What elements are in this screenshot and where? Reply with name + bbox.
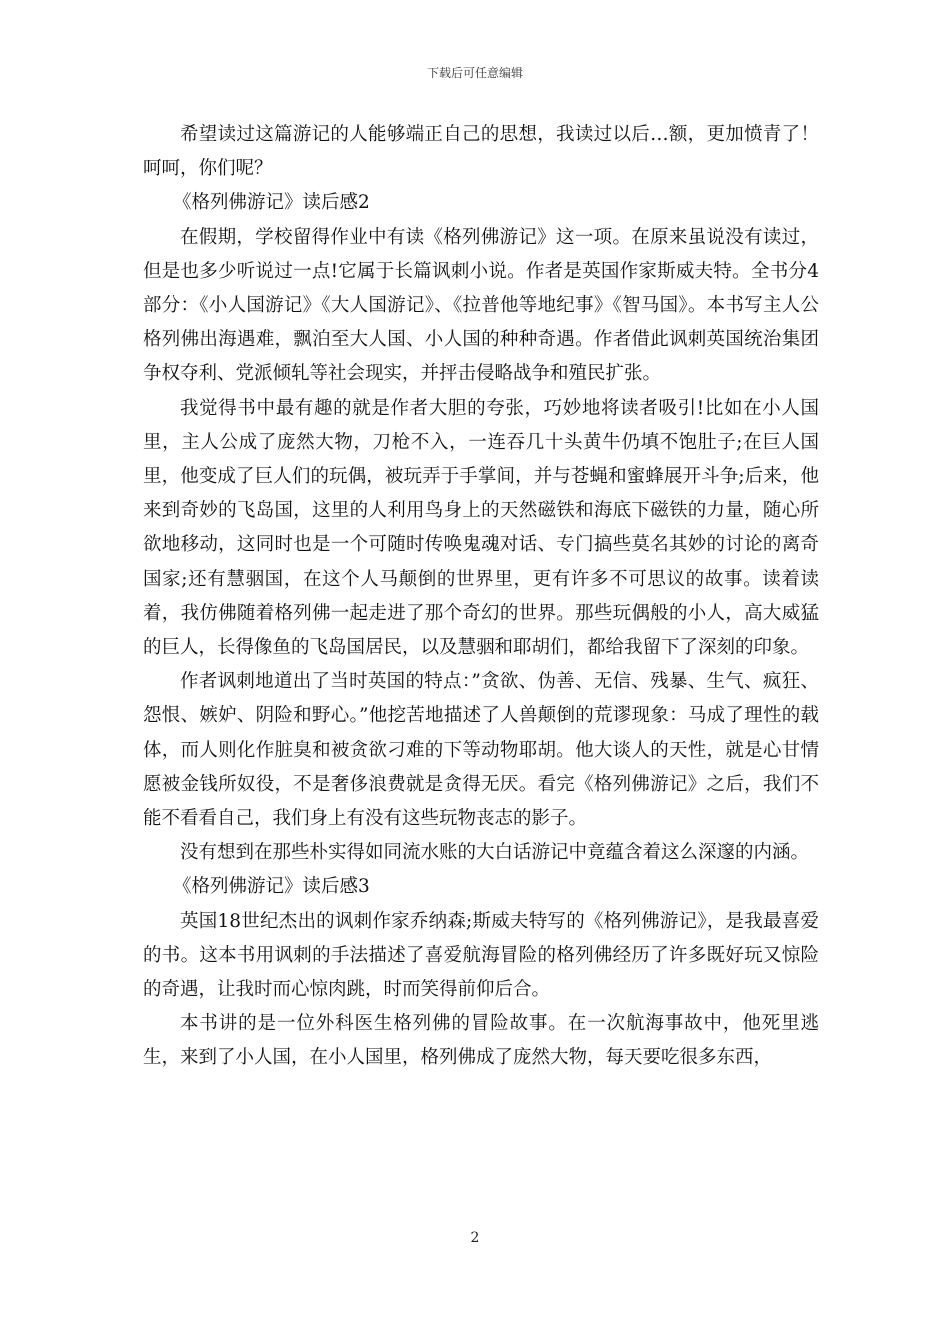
paragraph-6: 英国18世纪杰出的讽刺作家乔纳森;斯威夫特写的《格列佛游记》，是我最喜爱的书。这本书用讽刺的手法描述了喜爱航海冒险的格列佛经历了许多既好玩又惊险的奇遇，让我时而心惊肉跳，时而笑得前仰后合。	[143, 910, 819, 1001]
paragraph-1: 希望读过这篇游记的人能够端正自己的思想，我读过以后…额，更加愤青了！呵呵，你们呢？	[143, 124, 819, 180]
section-heading-2: 《格列佛游记》读后感2	[173, 192, 370, 214]
paragraph-2: 在假期，学校留得作业中有读《格列佛游记》这一项。在原来虽说没有读过，但是也多少听说过一点!它属于长篇讽刺小说。作者是英国作家斯威夫特。全书分4部分：《小人国游记》《大人国游记》、《拉普他等地纪事》《智马国》。本书写主人公格列佛出海遇难，飘泊至大人国、小人国的种种奇遇。作者借此讽刺英国统治集团争权夺利、党派倾轧等社会现实，并抨击侵略战争和殖民扩张。	[143, 226, 819, 385]
page-number: 2	[470, 1230, 480, 1246]
paragraph-7: 本书讲的是一位外科医生格列佛的冒险故事。在一次航海事故中，他死里逃生，来到了小人国，在小人国里，格列佛成了庞然大物，每天要吃很多东西，	[143, 1013, 819, 1069]
paragraph-3: 我觉得书中最有趣的就是作者大胆的夸张，巧妙地将读者吸引!比如在小人国里，主人公成了庞然大物，刀枪不入，一连吞几十头黄牛仍填不饱肚子;在巨人国里，他变成了巨人们的玩偶，被玩弄于手掌间，并与苍蝇和蜜蜂展开斗争;后来，他来到奇妙的飞岛国，这里的人利用鸟身上的天然磁铁和海底下磁铁的力量，随心所欲地移动，这同时也是一个可随时传唤鬼魂对话、专门搞些莫名其妙的讨论的离奇国家;还有慧骃国，在这个人马颠倒的世界里，更有许多不可思议的故事。读着读着，我仿佛随着格列佛一起走进了那个奇幻的世界。那些玩偶般的小人，高大威猛的巨人，长得像鱼的飞岛国居民，以及慧骃和耶胡们，都给我留下了深刻的印象。	[143, 397, 819, 659]
paragraph-5: 没有想到在那些朴实得如同流水账的大白话游记中竟蕴含着这么深邃的内涵。	[180, 842, 810, 864]
header-note: 下载后可任意编辑	[426, 66, 523, 80]
paragraph-4: 作者讽刺地道出了当时英国的特点：”贪欲、伪善、无信、残暴、生气、疯狂、怨恨、嫉妒、阴险和野心。”他挖苦地描述了人兽颠倒的荒谬现象：马成了理性的载体，而人则化作脏臭和被贪欲刁难的下等动物耶胡。他大谈人的天性，就是心甘情愿被金钱所奴役，不是奢侈浪费就是贪得无厌。看完《格列佛游记》之后，我们不能不看看自己，我们身上有没有这些玩物丧志的影子。	[143, 671, 819, 830]
body-text	[143, 118, 819, 1076]
section-heading-3: 《格列佛游记》读后感3	[173, 876, 370, 898]
